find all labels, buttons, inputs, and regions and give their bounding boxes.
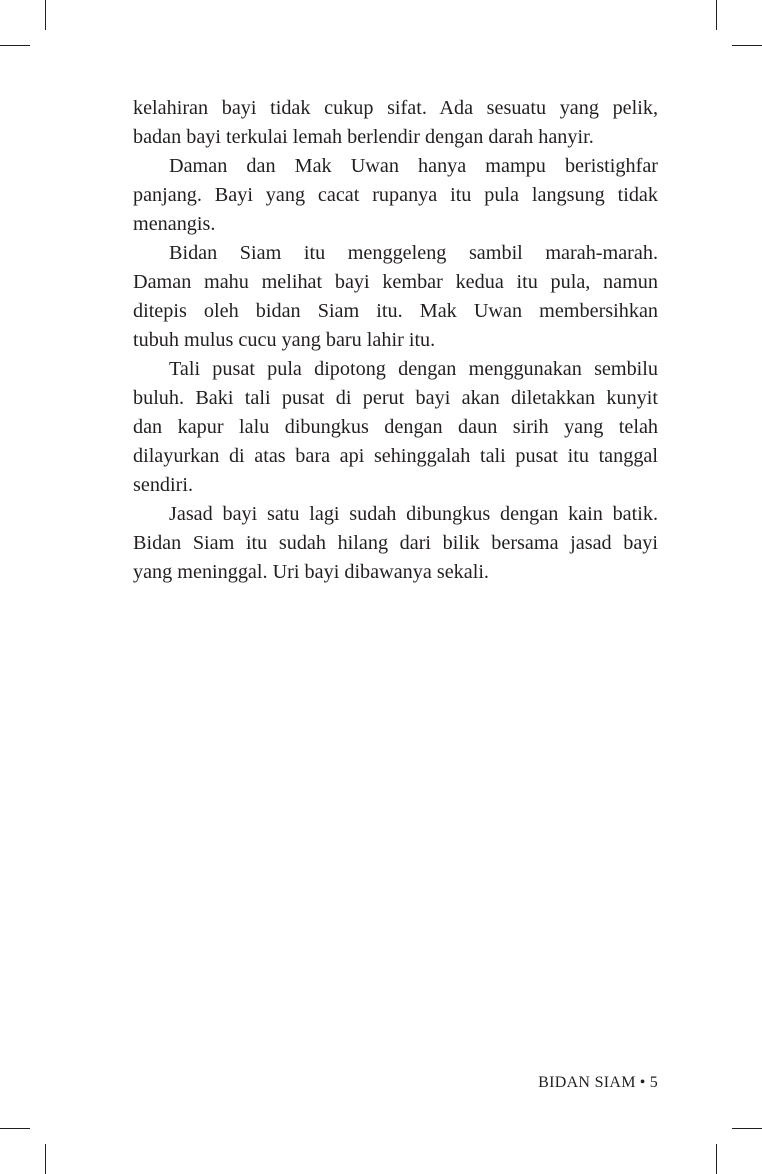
paragraph-3 [133,239,658,355]
text-line: buluh. Baki tali pusat di perut bayi akan diletakkan kunyit [133,387,658,409]
crop-mark-bottom-left-vertical [45,1144,46,1174]
footer-book-title: BIDAN SIAM [538,1074,636,1091]
paragraph-1 [133,94,658,152]
text-line: dilayurkan di atas bara api sehinggalah tali pusat itu tanggal [133,445,658,467]
text-line: dan kapur lalu dibungkus dengan daun sirih yang telah [133,416,658,438]
crop-mark-bottom-right-horizontal [732,1128,762,1129]
paragraph-4 [133,355,658,500]
text-line: Bidan Siam itu menggeleng sambil marah-marah. [169,242,658,264]
crop-mark-top-right-horizontal [732,45,762,46]
text-line: sendiri. [133,474,193,496]
text-line: yang meninggal. Uri bayi dibawanya sekali. [133,561,489,583]
text-line: tubuh mulus cucu yang baru lahir itu. [133,329,436,351]
body-text [133,94,658,587]
crop-mark-top-right-vertical [716,0,717,30]
paragraph-5 [133,500,658,587]
text-line: Tali pusat pula dipotong dengan menggunakan sembilu [169,358,658,380]
crop-mark-top-left-horizontal [0,45,30,46]
text-line: Daman dan Mak Uwan hanya mampu beristighfar [169,155,658,177]
text-line: Daman mahu melihat bayi kembar kedua itu pula, namun [133,271,658,293]
page-number: 5 [649,1074,658,1091]
text-line: menangis. [133,213,216,235]
running-footer [538,1074,658,1092]
text-line: badan bayi terkulai lemah berlendir dengan darah hanyir. [133,126,594,148]
text-line: panjang. Bayi yang cacat rupanya itu pula langsung tidak [133,184,658,206]
text-line: Bidan Siam itu sudah hilang dari bilik bersama jasad bayi [133,532,658,554]
footer-separator: • [639,1074,646,1091]
text-line: ditepis oleh bidan Siam itu. Mak Uwan membersihkan [133,300,658,322]
crop-mark-top-left-vertical [45,0,46,30]
text-line: kelahiran bayi tidak cukup sifat. Ada sesuatu yang pelik, [133,97,658,119]
text-line: Jasad bayi satu lagi sudah dibungkus dengan kain batik. [169,503,658,525]
crop-mark-bottom-left-horizontal [0,1128,30,1129]
crop-mark-bottom-right-vertical [716,1144,717,1174]
paragraph-2 [133,152,658,239]
